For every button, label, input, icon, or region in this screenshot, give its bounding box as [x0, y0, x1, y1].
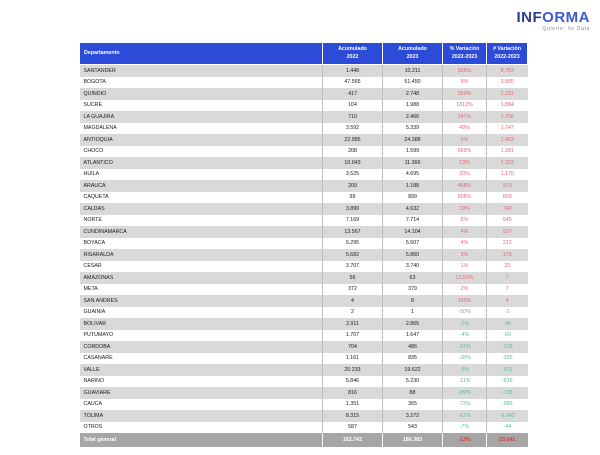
cell-acumulado-2022: 587	[323, 422, 383, 434]
cell-pct-variacion: 808%	[443, 192, 487, 204]
cell-num-variacion: -986	[487, 399, 528, 411]
cell-num-variacion: 212	[487, 238, 528, 250]
header-line-2: 2022-2023	[494, 53, 520, 60]
cell-acumulado-2023: 3.272	[383, 410, 443, 422]
cell-num-variacion: -44	[487, 422, 528, 434]
logo-wordmark	[517, 10, 591, 25]
cell-acumulado-2023: 486	[383, 341, 443, 353]
cell-acumulado-2022: 22.985	[323, 134, 383, 146]
cell-acumulado-2023: 63	[383, 272, 443, 284]
cell-num-variacion: 1.391	[487, 146, 528, 158]
cell-acumulado-2023: 2.865	[383, 318, 443, 330]
cell-departamento: CAQUETA	[80, 192, 323, 204]
table-row	[80, 65, 528, 77]
table-header	[80, 43, 528, 65]
table-row	[80, 134, 528, 146]
cell-num-variacion: 979	[487, 180, 528, 192]
header-line-1: Acumulado	[338, 46, 367, 52]
total-acumulado-2023: 186.383	[383, 433, 443, 447]
cell-acumulado-2022: 417	[323, 88, 383, 100]
column-header-departamento[interactable]: Departamento	[80, 43, 323, 65]
cell-num-variacion: 178	[487, 249, 528, 261]
cell-acumulado-2022: 13.567	[323, 226, 383, 238]
table-row	[80, 261, 528, 273]
table-row	[80, 111, 528, 123]
table-footer	[80, 433, 528, 447]
table-row	[80, 169, 528, 181]
cell-acumulado-2023: 8	[383, 295, 443, 307]
table-row	[80, 192, 528, 204]
total-pct-variacion: -13%	[443, 433, 487, 447]
cell-num-variacion: 1.756	[487, 111, 528, 123]
table-row	[80, 203, 528, 215]
cell-departamento: CESAR	[80, 261, 323, 273]
cell-acumulado-2023: 4.632	[383, 203, 443, 215]
cell-acumulado-2023: 1.988	[383, 100, 443, 112]
cell-pct-variacion: 669%	[443, 146, 487, 158]
cell-departamento: ANTIOQUIA	[80, 134, 323, 146]
cell-pct-variacion: 12,50%	[443, 272, 487, 284]
cell-pct-variacion: -89%	[443, 387, 487, 399]
cell-departamento: BOYACA	[80, 238, 323, 250]
cell-acumulado-2022: 7.169	[323, 215, 383, 227]
cell-pct-variacion: 247%	[443, 111, 487, 123]
cell-departamento: BOLIVAR	[80, 318, 323, 330]
table-row	[80, 387, 528, 399]
cell-acumulado-2023: 14.104	[383, 226, 443, 238]
cell-pct-variacion: -31%	[443, 341, 487, 353]
departamento-table-container	[79, 42, 519, 447]
cell-pct-variacion: 1812%	[443, 100, 487, 112]
cell-departamento: ATLANTICO	[80, 157, 323, 169]
cell-pct-variacion: -28%	[443, 353, 487, 365]
cell-num-variacion: 1.884	[487, 100, 528, 112]
cell-departamento: AMAZONAS	[80, 272, 323, 284]
cell-departamento: BOGOTA	[80, 77, 323, 89]
cell-acumulado-2022: 5.846	[323, 376, 383, 388]
cell-departamento: QUINDIO	[80, 88, 323, 100]
cell-acumulado-2022: 209	[323, 180, 383, 192]
cell-acumulado-2022: 816	[323, 387, 383, 399]
column-header-num-variacion[interactable]	[487, 43, 528, 65]
cell-acumulado-2022: 3.707	[323, 261, 383, 273]
cell-acumulado-2022: 10.043	[323, 157, 383, 169]
table-row	[80, 215, 528, 227]
cell-acumulado-2023: 899	[383, 192, 443, 204]
cell-departamento: ARAUCA	[80, 180, 323, 192]
cell-num-variacion: 537	[487, 226, 528, 238]
table-row	[80, 226, 528, 238]
cell-departamento: CHOCO	[80, 146, 323, 158]
cell-pct-variacion: -11%	[443, 376, 487, 388]
total-row	[80, 433, 528, 447]
cell-pct-variacion: -3%	[443, 364, 487, 376]
cell-acumulado-2023: 11.366	[383, 157, 443, 169]
cell-num-variacion: -60	[487, 330, 528, 342]
table-row	[80, 88, 528, 100]
cell-num-variacion: 545	[487, 215, 528, 227]
cell-num-variacion: -728	[487, 387, 528, 399]
table-row	[80, 238, 528, 250]
cell-num-variacion: 3.885	[487, 77, 528, 89]
cell-num-variacion: 4	[487, 295, 528, 307]
cell-departamento: OTROS	[80, 422, 323, 434]
logo-wordmark-part2: ORMA	[542, 9, 590, 26]
cell-acumulado-2023: 2.466	[383, 111, 443, 123]
cell-acumulado-2022: 3.592	[323, 123, 383, 135]
cell-pct-variacion: -7%	[443, 422, 487, 434]
cell-pct-variacion: -73%	[443, 399, 487, 411]
cell-acumulado-2023: 2.748	[383, 88, 443, 100]
cell-acumulado-2022: 104	[323, 100, 383, 112]
cell-pct-variacion: 559%	[443, 88, 487, 100]
cell-acumulado-2022: 1.707	[323, 330, 383, 342]
cell-departamento: HUILA	[80, 169, 323, 181]
cell-pct-variacion: -61%	[443, 410, 487, 422]
cell-acumulado-2022: 56	[323, 272, 383, 284]
cell-pct-variacion: 33%	[443, 169, 487, 181]
cell-acumulado-2022: 1.351	[323, 399, 383, 411]
cell-acumulado-2022: 710	[323, 111, 383, 123]
departamento-data-table	[79, 42, 528, 447]
cell-num-variacion: -218	[487, 341, 528, 353]
header-line-2: 2022	[346, 53, 359, 60]
cell-pct-variacion: 605%	[443, 65, 487, 77]
cell-pct-variacion: -50%	[443, 307, 487, 319]
cell-departamento: CALDAS	[80, 203, 323, 215]
cell-num-variacion: -611	[487, 364, 528, 376]
cell-acumulado-2022: 99	[323, 192, 383, 204]
cell-acumulado-2023: 1.188	[383, 180, 443, 192]
table-row	[80, 180, 528, 192]
table-row	[80, 376, 528, 388]
cell-acumulado-2023: 1.599	[383, 146, 443, 158]
cell-departamento: SANTANDER	[80, 65, 323, 77]
cell-acumulado-2022: 3.525	[323, 169, 383, 181]
cell-pct-variacion: -4%	[443, 330, 487, 342]
cell-num-variacion: 742	[487, 203, 528, 215]
cell-departamento: VALLE	[80, 364, 323, 376]
table-row	[80, 307, 528, 319]
cell-departamento: LA GUAJIRA	[80, 111, 323, 123]
total-label: Total general	[80, 433, 323, 447]
cell-pct-variacion: 8%	[443, 77, 487, 89]
column-header-acumulado-2023[interactable]	[383, 43, 443, 65]
cell-acumulado-2023: 10.211	[383, 65, 443, 77]
cell-acumulado-2023: 51.450	[383, 77, 443, 89]
cell-num-variacion: 7	[487, 284, 528, 296]
table-row	[80, 341, 528, 353]
cell-acumulado-2023: 7.714	[383, 215, 443, 227]
cell-departamento: SUCRE	[80, 100, 323, 112]
cell-departamento: PUTUMAYO	[80, 330, 323, 342]
cell-departamento: CUNDINAMARCA	[80, 226, 323, 238]
cell-num-variacion: -1	[487, 307, 528, 319]
cell-num-variacion: 1.323	[487, 157, 528, 169]
cell-departamento: GUAVIARE	[80, 387, 323, 399]
cell-pct-variacion: 1%	[443, 261, 487, 273]
cell-acumulado-2022: 5.682	[323, 249, 383, 261]
cell-pct-variacion: 13%	[443, 157, 487, 169]
cell-num-variacion: 1.403	[487, 134, 528, 146]
cell-departamento: MAGDALENA	[80, 123, 323, 135]
cell-acumulado-2022: 2	[323, 307, 383, 319]
cell-acumulado-2022: 2.911	[323, 318, 383, 330]
cell-pct-variacion: 100%	[443, 295, 487, 307]
header-line-2: 2022-2023	[451, 53, 478, 60]
table-row	[80, 123, 528, 135]
cell-pct-variacion: 49%	[443, 123, 487, 135]
cell-departamento: TOLIMA	[80, 410, 323, 422]
table-row	[80, 353, 528, 365]
cell-pct-variacion: 4%	[443, 226, 487, 238]
column-header-acumulado-2022[interactable]	[323, 43, 383, 65]
cell-acumulado-2022: 47.565	[323, 77, 383, 89]
cell-num-variacion: 8.763	[487, 65, 528, 77]
header-line-2: 2023	[406, 53, 419, 60]
cell-num-variacion: -46	[487, 318, 528, 330]
table-row	[80, 249, 528, 261]
cell-acumulado-2022: 4	[323, 295, 383, 307]
table-row	[80, 157, 528, 169]
cell-acumulado-2023: 5.507	[383, 238, 443, 250]
table-row	[80, 364, 528, 376]
cell-acumulado-2023: 1.647	[383, 330, 443, 342]
cell-acumulado-2023: 365	[383, 399, 443, 411]
cell-acumulado-2023: 543	[383, 422, 443, 434]
cell-num-variacion: 2.331	[487, 88, 528, 100]
cell-acumulado-2023: 24.388	[383, 134, 443, 146]
cell-pct-variacion: 4%	[443, 238, 487, 250]
cell-pct-variacion: 2%	[443, 284, 487, 296]
table-row	[80, 399, 528, 411]
cell-acumulado-2023: 88	[383, 387, 443, 399]
cell-num-variacion: 1.747	[487, 123, 528, 135]
cell-num-variacion: -326	[487, 353, 528, 365]
cell-acumulado-2023: 379	[383, 284, 443, 296]
table-row	[80, 77, 528, 89]
table-row	[80, 318, 528, 330]
cell-acumulado-2022: 8.315	[323, 410, 383, 422]
cell-num-variacion: 800	[487, 192, 528, 204]
total-acumulado-2022: 162.742	[323, 433, 383, 447]
cell-departamento: CASANARE	[80, 353, 323, 365]
cell-departamento: CORDOBA	[80, 341, 323, 353]
cell-acumulado-2023: 4.695	[383, 169, 443, 181]
logo-tagline: Quierte, its Data	[542, 26, 590, 32]
cell-departamento: SAN ANDRES	[80, 295, 323, 307]
cell-acumulado-2023: 19.622	[383, 364, 443, 376]
cell-acumulado-2022: 704	[323, 341, 383, 353]
cell-pct-variacion: 3%	[443, 249, 487, 261]
cell-num-variacion: -616	[487, 376, 528, 388]
cell-departamento: META	[80, 284, 323, 296]
cell-acumulado-2023: 5.230	[383, 376, 443, 388]
cell-pct-variacion: -2%	[443, 318, 487, 330]
header-line-1: Acumulado	[398, 46, 427, 52]
cell-acumulado-2023: 3.740	[383, 261, 443, 273]
cell-acumulado-2022: 5.295	[323, 238, 383, 250]
cell-num-variacion: 7	[487, 272, 528, 284]
table-row	[80, 146, 528, 158]
table-row	[80, 422, 528, 434]
table-body	[80, 65, 528, 434]
informa-logo	[517, 10, 591, 32]
total-num-variacion: 23.641	[487, 433, 528, 447]
cell-num-variacion: -5.043	[487, 410, 528, 422]
cell-pct-variacion: 468%	[443, 180, 487, 192]
cell-pct-variacion: 6%	[443, 134, 487, 146]
cell-departamento: RISARALDA	[80, 249, 323, 261]
cell-pct-variacion: 19%	[443, 203, 487, 215]
cell-pct-variacion: 8%	[443, 215, 487, 227]
logo-wordmark-part1: INF	[516, 9, 543, 26]
cell-departamento: CAUCA	[80, 399, 323, 411]
cell-acumulado-2022: 20.233	[323, 364, 383, 376]
cell-departamento: GUAINIA	[80, 307, 323, 319]
table-header-row	[80, 43, 528, 65]
table-row	[80, 100, 528, 112]
table-row	[80, 284, 528, 296]
cell-acumulado-2023: 1	[383, 307, 443, 319]
table-row	[80, 295, 528, 307]
cell-num-variacion: 1.170	[487, 169, 528, 181]
header-line-1: # Variación	[493, 46, 521, 52]
header-line-1: % Variación	[449, 46, 480, 52]
table-row	[80, 272, 528, 284]
cell-num-variacion: 33	[487, 261, 528, 273]
table-row	[80, 330, 528, 342]
cell-departamento: NARINO	[80, 376, 323, 388]
cell-acumulado-2022: 1.161	[323, 353, 383, 365]
cell-acumulado-2022: 3.890	[323, 203, 383, 215]
cell-acumulado-2022: 1.448	[323, 65, 383, 77]
cell-acumulado-2023: 5.860	[383, 249, 443, 261]
column-header-pct-variacion[interactable]	[443, 43, 487, 65]
table-row	[80, 410, 528, 422]
cell-acumulado-2022: 372	[323, 284, 383, 296]
cell-acumulado-2023: 835	[383, 353, 443, 365]
cell-acumulado-2023: 5.339	[383, 123, 443, 135]
cell-departamento: NORTE	[80, 215, 323, 227]
cell-acumulado-2022: 208	[323, 146, 383, 158]
